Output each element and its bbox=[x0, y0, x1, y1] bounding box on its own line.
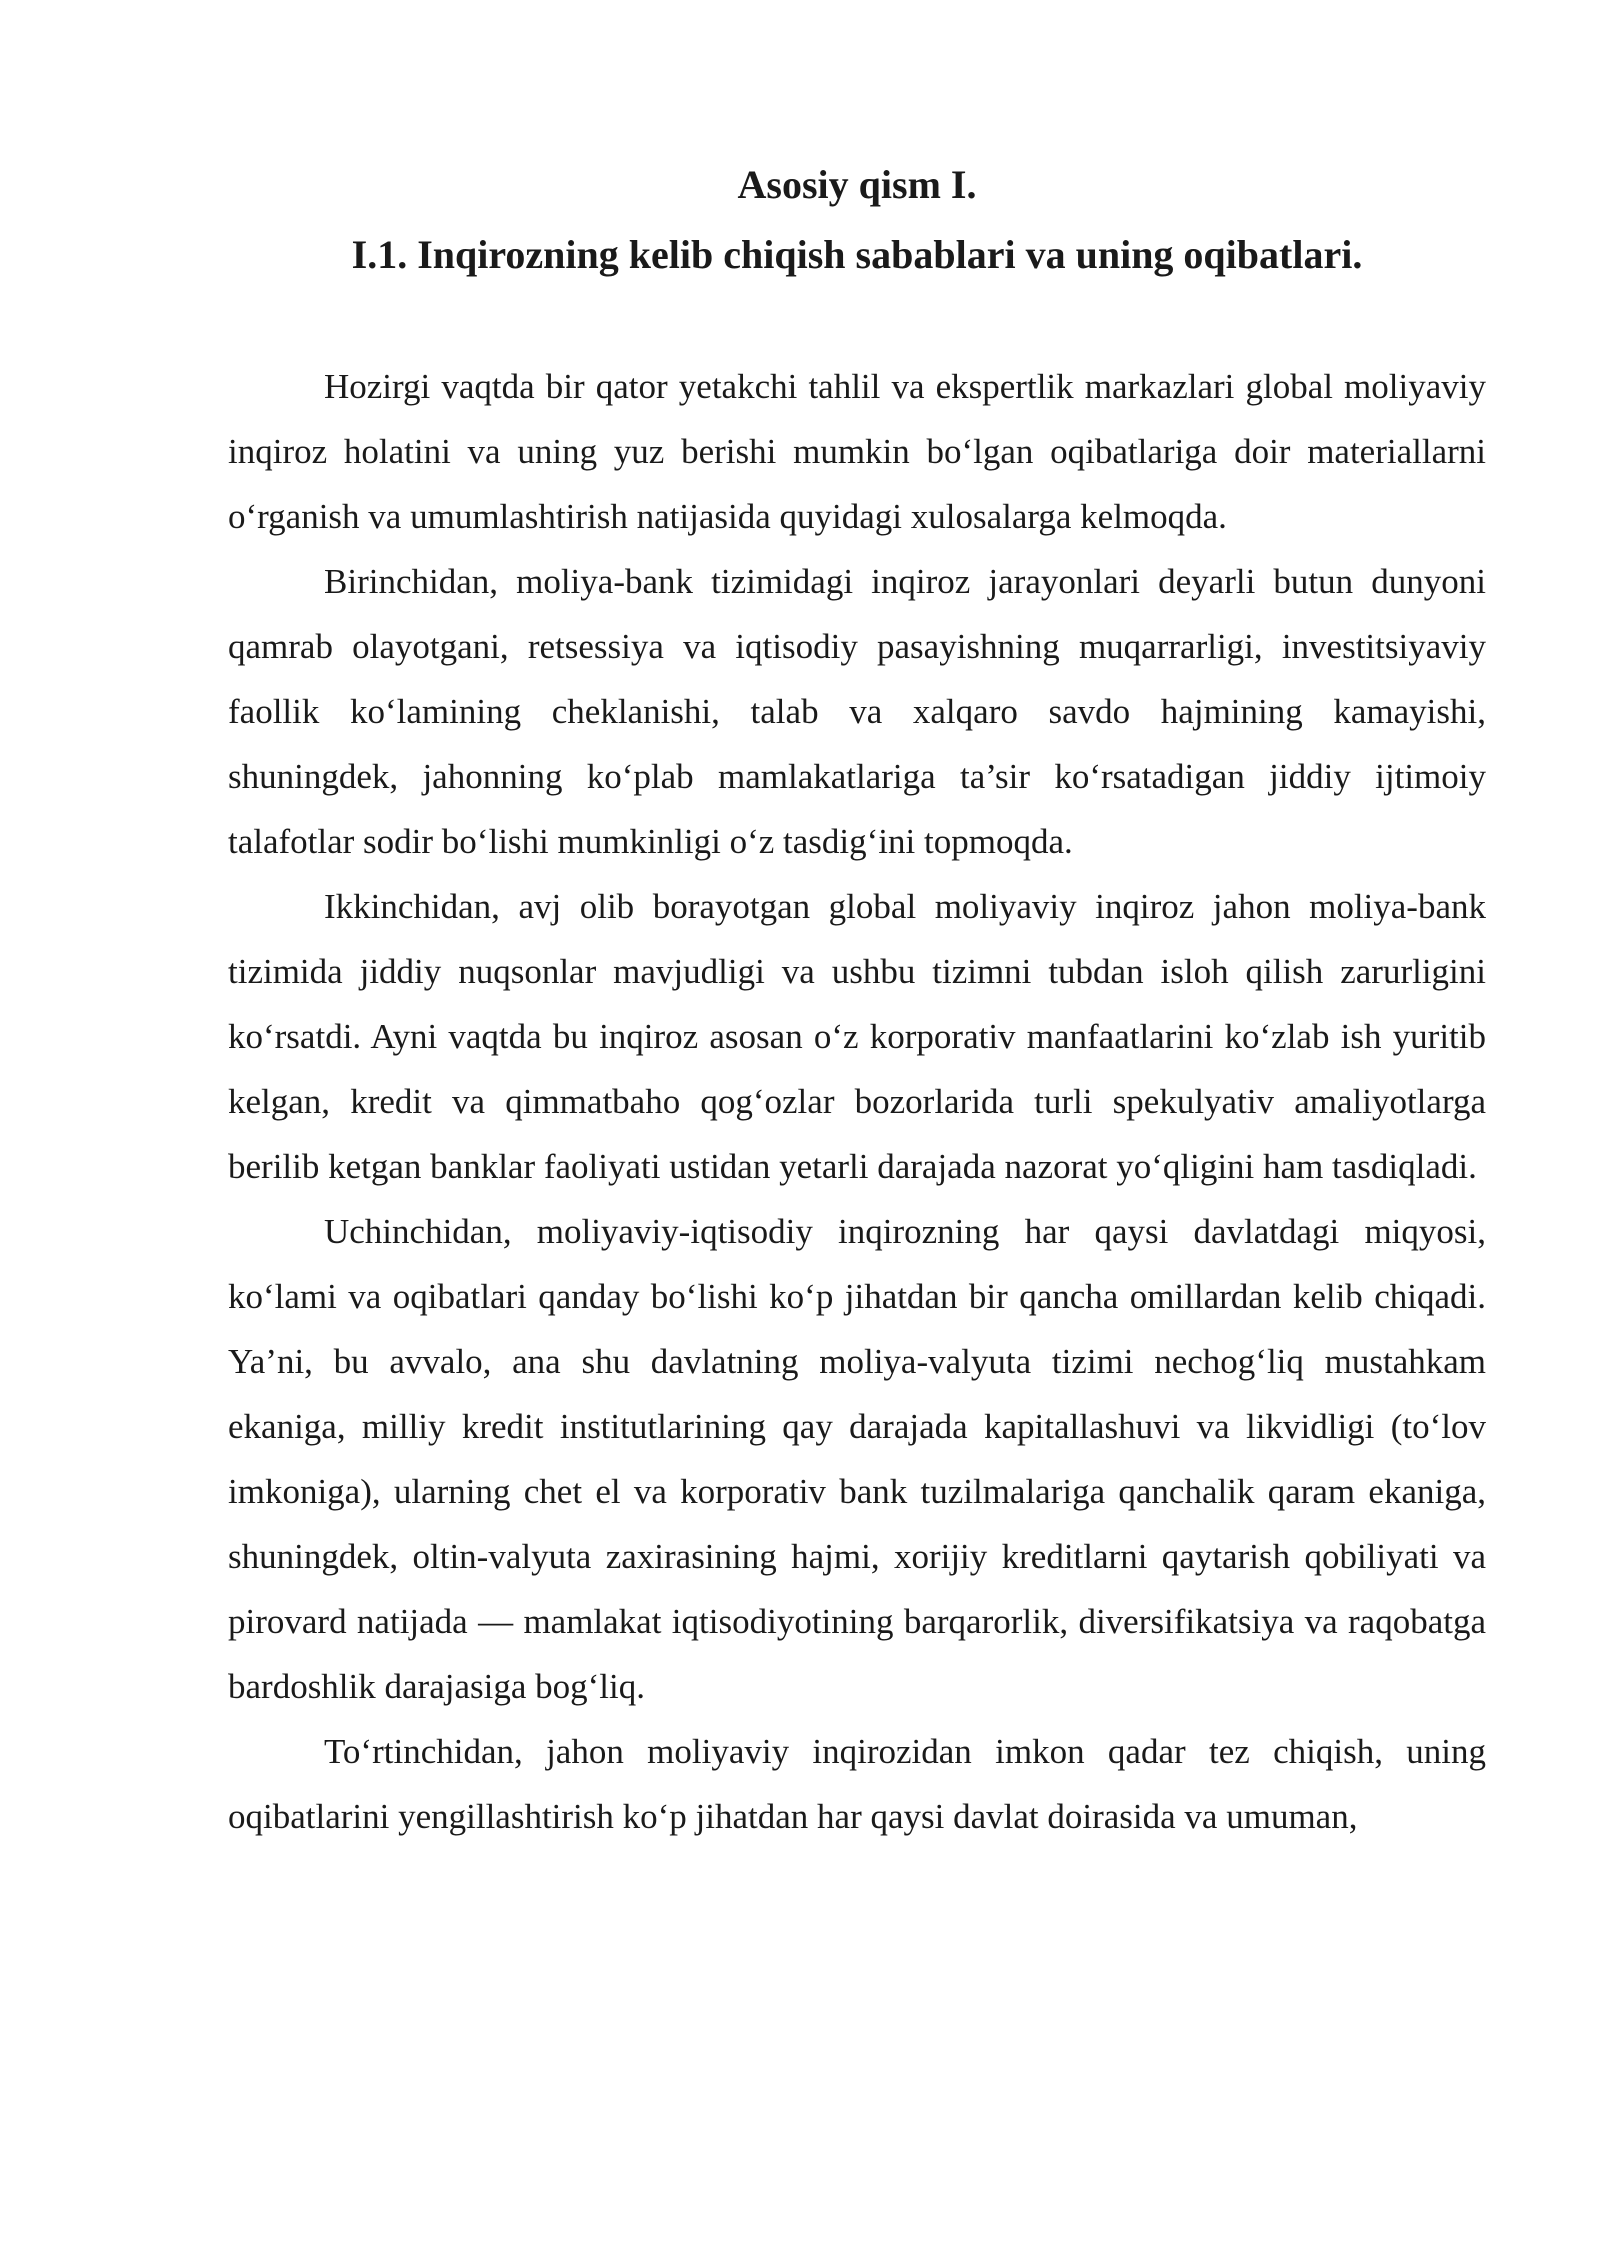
paragraph-second-point: Ikkinchidan, avj olib borayotgan global moliyaviy inqiroz jahon moliya-bank tizimida jiddiy nuqsonlar mavjudligi va ushbu tizimni tubdan isloh qilish zarurligini ko‘rsatdi. Ayni vaqtda bu inqiroz asosan o‘z korporativ manfaatlarini ko‘zlab ish yuritib kelgan, kredit va qimmatbaho qog‘ozlar bozorlarida turli spekulyativ amaliyotlarga berilib ketgan banklar faoliyati ustidan yetarli darajada nazorat yo‘qligini ham tasdiqladi. bbox=[228, 887, 1486, 1186]
document-body bbox=[228, 150, 1486, 1849]
paragraph-first-point: Birinchidan, moliya-bank tizimidagi inqiroz jarayonlari deyarli butun dunyoni qamrab olayotgani, retsessiya va iqtisodiy pasayishning muqarrarligi, investitsiyaviy faollik ko‘lamining cheklanishi, talab va xalqaro savdo hajmining kamayishi, shuningdek, jahonning ko‘plab mamlakatlariga ta’sir ko‘rsatadigan jiddiy ijtimoiy talafotlar sodir bo‘lishi mumkinligi o‘z tasdig‘ini topmoqda. bbox=[228, 562, 1486, 861]
part-heading: Asosiy qism I. bbox=[737, 162, 977, 207]
paragraph-fourth-point: To‘rtinchidan, jahon moliyaviy inqirozidan imkon qadar tez chiqish, uning oqibatlarini yengillashtirish ko‘p jihatdan har qaysi davlat doirasida va umuman, bbox=[228, 1732, 1486, 1836]
section-heading: I.1. Inqirozning kelib chiqish sabablari va uning oqibatlari. bbox=[351, 232, 1363, 277]
paragraph-intro: Hozirgi vaqtda bir qator yetakchi tahlil va ekspertlik markazlari global moliyaviy inqiroz holatini va uning yuz berishi mumkin bo‘lgan oqibatlariga doir materiallarni o‘rganish va umumlashtirish natijasida quyidagi xulosalarga kelmoqda. bbox=[228, 367, 1486, 536]
paragraph-third-point: Uchinchidan, moliyaviy-iqtisodiy inqirozning har qaysi davlatdagi miqyosi, ko‘lami va oqibatlari qanday bo‘lishi ko‘p jihatdan bir qancha omillardan kelib chiqadi. Ya’ni, bu avvalo, ana shu davlatning moliya-valyuta tizimi nechog‘liq mustahkam ekaniga, milliy kredit institutlarining qay darajada kapitallashuvi va likvidligi (to‘lov imkoniga), ularning chet el va korporativ bank tuzilmalariga qanchalik qaram ekaniga, shuningdek, oltin-valyuta zaxirasining hajmi, xorijiy kreditlarni qaytarish qobiliyati va pirovard natijada — mamlakat iqtisodiyotining barqarorlik, diversifikatsiya va raqobatga bardoshlik darajasiga bog‘liq. bbox=[228, 1212, 1486, 1706]
